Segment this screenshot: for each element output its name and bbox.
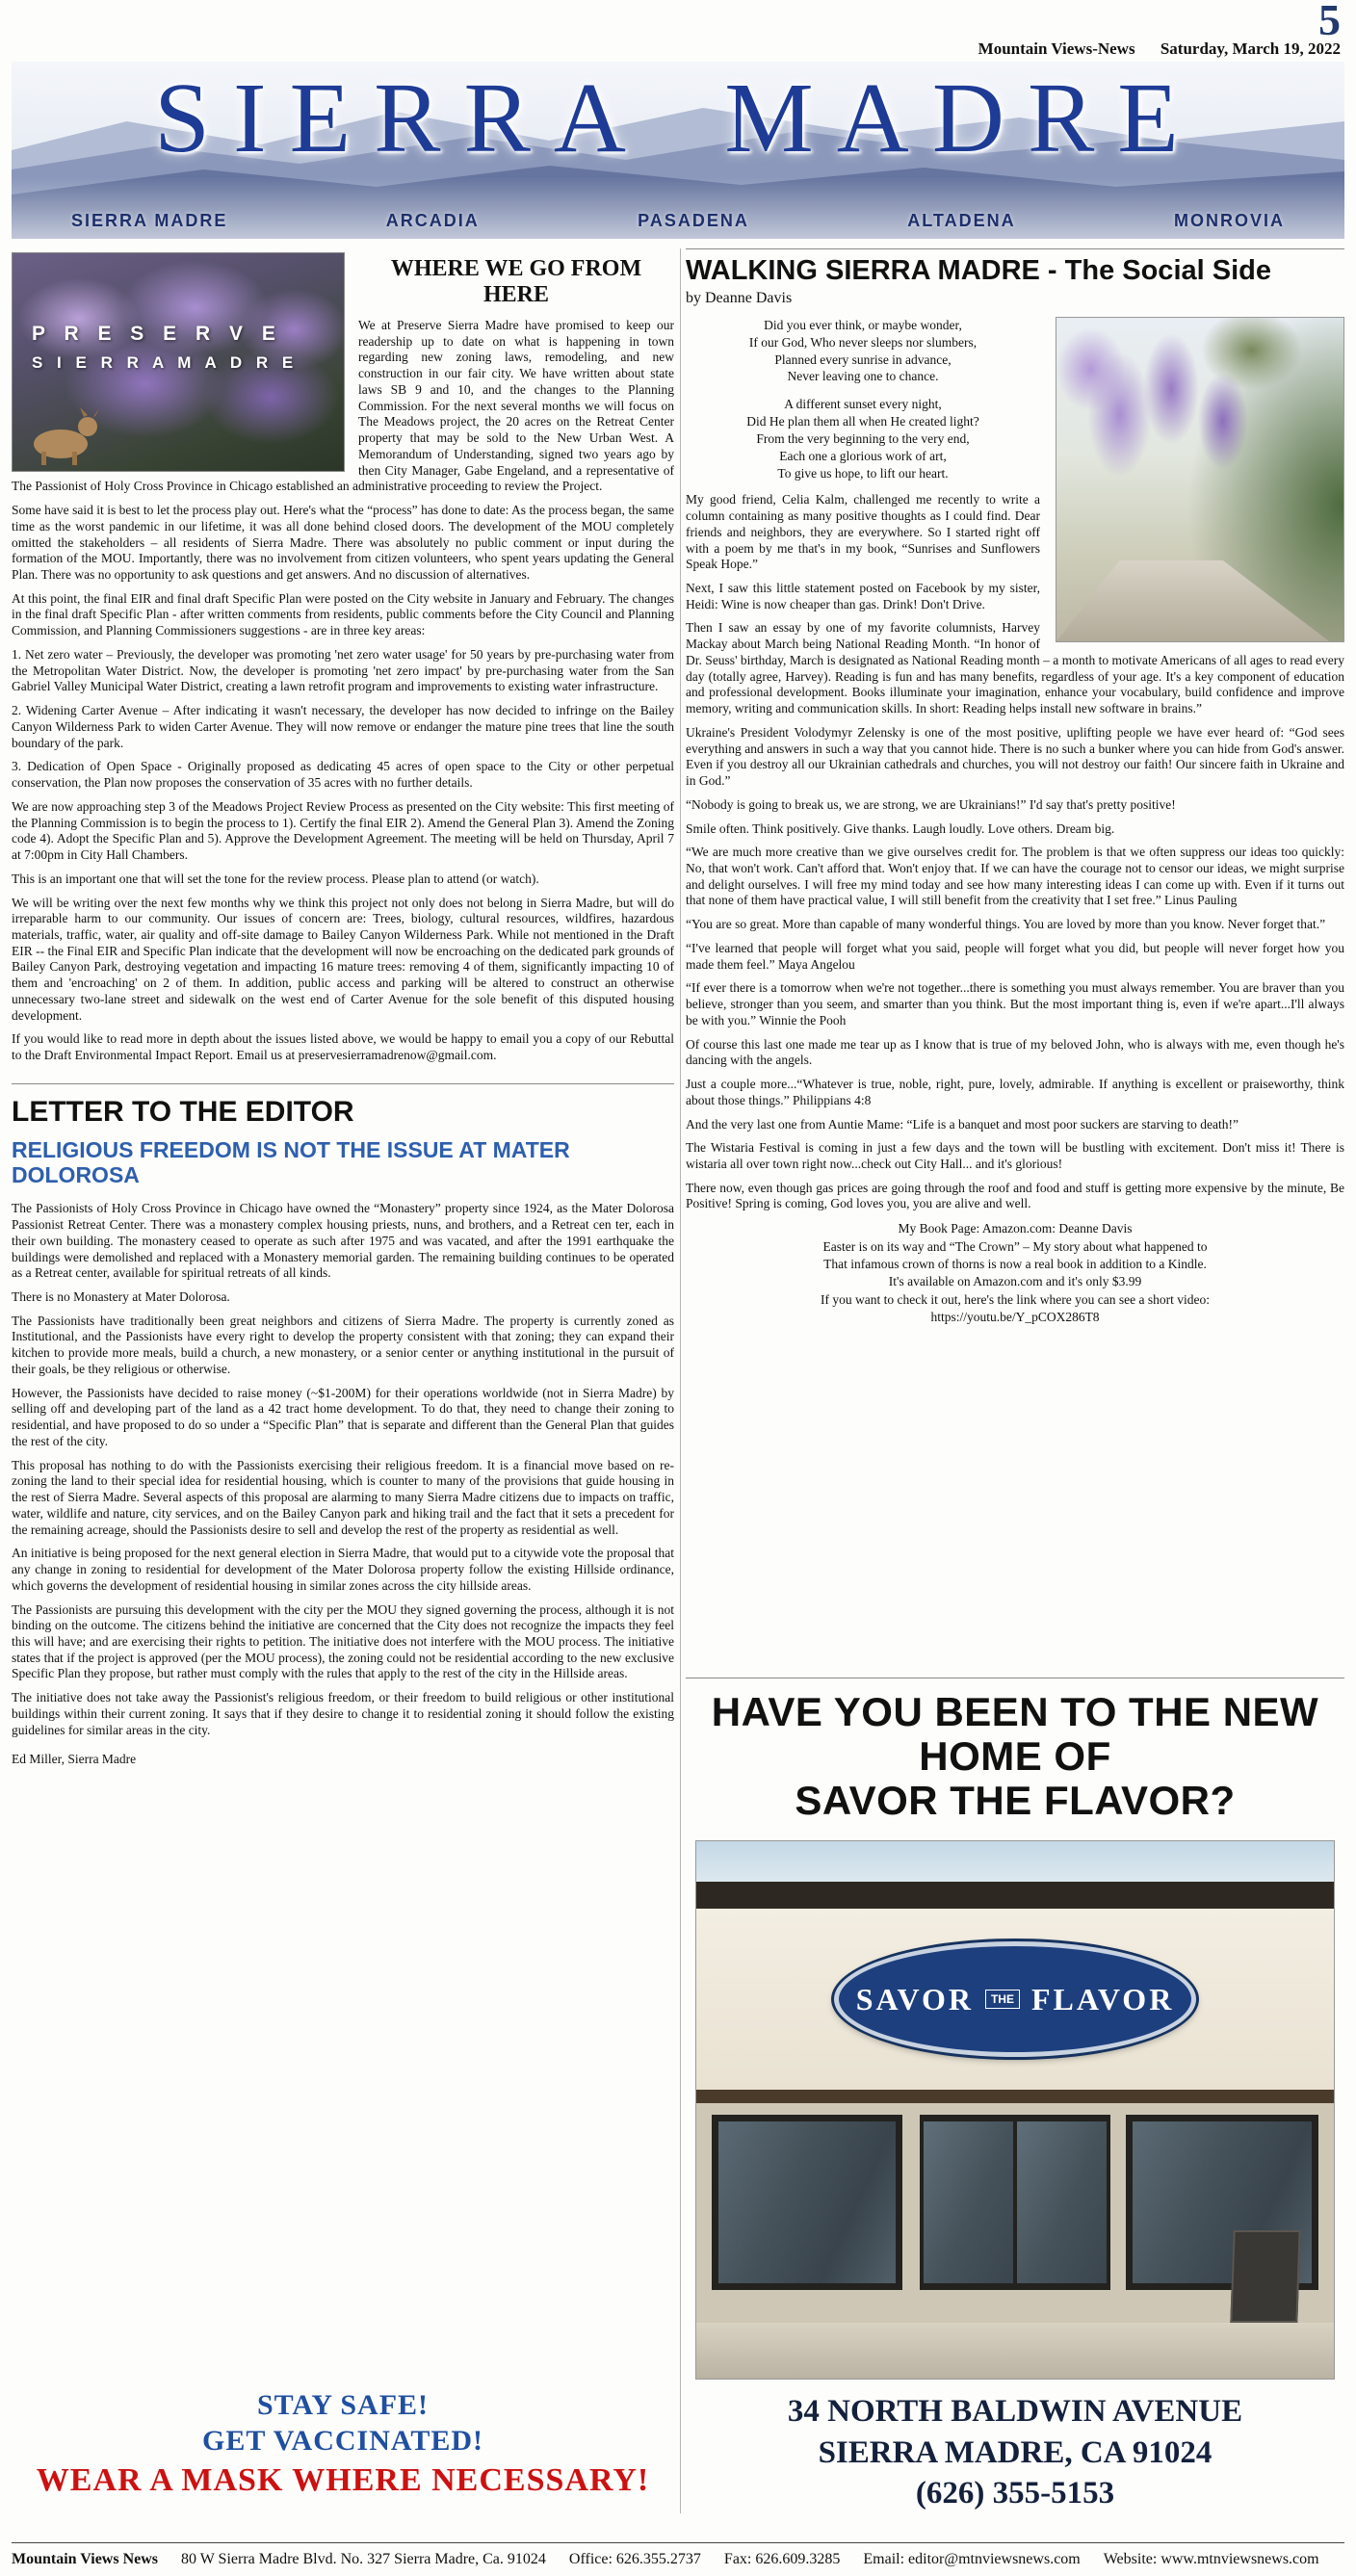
letter-to-editor — [12, 1094, 674, 1776]
footer-email: Email: editor@mtnviewsnews.com — [863, 2551, 1081, 2567]
savor-the-flavor-ad — [686, 1662, 1344, 2513]
paragraph: My good friend, Celia Kalm, challenged me recently to write a column containing as many positive thoughts as I could find. Dear friends and neighbors, they are everywhere. So I started right off with a poem by me that's in my book, “Sunrises and Sunflowers Speak Hope.” — [686, 492, 1040, 572]
left-window — [712, 2115, 902, 2290]
door-pane — [1017, 2121, 1107, 2283]
section-divider — [12, 1083, 674, 1084]
city-name: MONROVIA — [1173, 211, 1285, 230]
ad-title-line1: HAVE YOU BEEN TO THE NEW — [711, 1688, 1319, 1734]
paragraph: At this point, the final EIR and final draft Specific Plan were posted on the City website in January and February. The changes in the final draft Specific Plan - after written comments from residents, public comments before the City Council and Planning Commission, and Planning Commissioners suggestions - are in three key areas: — [12, 590, 674, 638]
paragraph: “Nobody is going to break us, we are strong, we are Ukrainians!” I'd say that's pretty positive! — [686, 796, 1176, 812]
paragraph: The Passionists are pursuing this development with the city per the MOU they signed governing the process, although it is not binding on the outcome. The citizens behind the initiative are concerned that the City does not recognize the impacts they feel this will have; and are exercising their rights to petition. The initiative does not interfere with the MOU process. The initiative states that if the project is approved (per the MOU process), the zoning could not be residential according to the new exclusive Specific Plan they propose, but rather must comply with the rules that apply to the rest of the city in the Hillside areas. — [12, 1601, 674, 1681]
left-column — [12, 248, 674, 2513]
facade-upper — [696, 1909, 1334, 2090]
sidewalk — [696, 2323, 1334, 2380]
book-line: If you want to check it out, here's the link where you can see a short video: — [821, 1291, 1210, 1307]
banner-get-vaccinated: GET VACCINATED! — [201, 2425, 484, 2458]
paragraph: We will be writing over the next few months why we think this project not only does not belong in Sierra Madre, but will do irreparable harm to our community. Our issues of concern are: Trees, biology, cultural resources, wildfires, hazardous materials, traffic, water, air quality and off-site damage to Bailey Canyon Wilderness Park. While not mentioned in the Draft EIR -- the Final EIR and Specific Plan indicate that the development will now be encroaching on the dedicated park grounds of Bailey Canyon Park, destroying vegetation and impacting 16 mature trees: removing 4 of them, significantly impacting 10 of them and 'encroaching' on 2 of them. In addition, public access and parking will be altered to construct an otherwise unnecessary two-lane street and sidewalk on the west end of Carter Avenue for the sole benefit of this disputed housing development. — [12, 895, 674, 1023]
paragraph: Some have said it is best to let the process play out. Here's what the “process” has done to date: As the process began, the same time as the worst pandemic in our lifetime, it was all done behind closed doors. The development of the MOU completely omitted the stakeholders – all residents of Sierra Madre. There was absolutely no public comment or input during the formation of the MOU. Importantly, there was no involvement from citizen volunteers, who spent years updating the General Plan. There was no opportunity to ask questions and get answers. And no discussion of alternatives. — [12, 503, 674, 583]
ad-address — [686, 2391, 1344, 2513]
sky-strip — [696, 1841, 1334, 1882]
address-line2: SIERRA MADRE, CA 91024 — [818, 2434, 1213, 2470]
preserve-label-line1: P R E S E R V E — [32, 323, 282, 345]
safety-banner — [12, 2372, 674, 2513]
paragraph: However, the Passionists have decided to raise money (~$1-200M) for their operations worldwide (not in Sierra Madre) by selling off and developing part of the land as a 42 tract home development. To do that, they need to change their zoning to residential, and have proposed to do so under a “Specific Plan” that is separate and different than the General Plan that guides the rest of the city. — [12, 1385, 674, 1448]
paragraph: “You are so great. More than capable of many wonderful things. You are loved by more than you know. Never forget that.” — [686, 917, 1326, 932]
masthead-title: SIERRA MADRE — [154, 63, 1202, 173]
storefront-windows — [696, 2103, 1334, 2323]
article-where-we-go — [12, 248, 674, 1072]
city-name: PASADENA — [638, 211, 749, 230]
poem-line: To give us hope, to lift our heart. — [777, 465, 949, 481]
book-line: That infamous crown of thorns is now a real book in addition to a Kindle. — [823, 1256, 1207, 1271]
walkway-graphic — [1056, 560, 1343, 641]
paragraph: We are now approaching step 3 of the Meadows Project Review Process as presented on the City website: This first meeting of the Planning Commission is to begin the process to 1). Certify the final EIR 2). Amend the General Plan 3). Amend the Zoning code 4). Adopt the Specific Plan and 5). Approve the Development Agreement. The meeting will be held on Thursday, April 7 at 7:00pm in City Hall Chambers. — [12, 798, 674, 863]
paragraph: Just a couple more...“Whatever is true, noble, right, pure, lovely, admirable. If anything is excellent or praiseworthy, think about those things.” Philippians 4:8 — [686, 1077, 1344, 1107]
paragraph: 1. Net zero water – Previously, the developer was promoting 'net zero water usage' for 50 years by pre-purchasing water from the Metropolitan Water District. Now, the developer is promoting 'net zero impact' by pre-purchasing water from the San Gabriel Valley Municipal Water District, creating a lawn retrofit program and improvements to existing water infrastructure. — [12, 646, 674, 694]
masthead — [12, 62, 1344, 239]
city-name: SIERRA MADRE — [71, 211, 228, 230]
sign-word-savor: SAVOR — [855, 1981, 974, 2017]
paragraph: Smile often. Think positively. Give thanks. Laugh loudly. Love others. Dream big. — [686, 820, 1115, 836]
deer-icon — [18, 405, 111, 467]
poem-line: Never leaving one to chance. — [787, 369, 939, 384]
address-line1: 34 NORTH BALDWIN AVENUE — [787, 2394, 1243, 2430]
sandwich-board-sign — [1230, 2230, 1300, 2323]
footer-office: Office: 626.355.2737 — [568, 2551, 701, 2567]
wood-beam — [696, 2090, 1334, 2103]
door-pane — [924, 2121, 1013, 2283]
city-name: ARCADIA — [385, 211, 480, 230]
paragraph: “We are much more creative than we give ourselves credit for. The problem is that we often suppress our ideas too quickly: No, that won't work. Can't afford that. Won't enjoy that. If we can have the courage not to censor our ideas, we might surprise and delight ourselves. I will free my mind today and see how many interesting ideas I can come up with. Even if it turns out that none of them have practical value, I will still benefit from the creativity that I set free.” Linus Pauling — [686, 845, 1344, 908]
roof-line — [696, 1882, 1334, 1909]
page-content — [12, 248, 1344, 2513]
article-walking-sierra-madre — [686, 248, 1344, 1326]
storefront-photo — [695, 1840, 1335, 2380]
paragraph: Next, I saw this little statement posted on Facebook by my sister, Heidi: Wine is now cheaper than gas. Drink! Don't Drive. — [686, 580, 1040, 611]
paragraph: This is an important one that will set the tone for the review process. Please plan to attend (or watch). — [12, 871, 539, 886]
paragraph: 3. Dedication of Open Space - Originally proposed as dedicating 45 acres of open space to the City or other perpetual conservation, the Plan now proposes the conservation of 35 acres with no further details. — [12, 759, 674, 791]
paragraph: Of course this last one made me tear up as I know that is true of my beloved John, who is always with me, even though he's dancing with the angels. — [686, 1036, 1344, 1068]
dateline — [957, 39, 1341, 59]
page-number: 5 — [1318, 0, 1341, 44]
paragraph: This proposal has nothing to do with the Passionists exercising their religious freedom. It is a financial move based on re-zoning the land to their special idea for residential housing, which is counter to many of the provisions that guide housing in the rest of Sierra Madre. Several aspects of this proposal are alarming to many Sierra Madre citizens due to impacts on traffic, water, wildlife and nature, city services, and on the Bailey Canyon park and hiking trail and the fact that it sets a precedent for the remaining acreage, should the Passionists desire to sell and develop the rest of the property as residential as well. — [12, 1457, 674, 1537]
paragraph: We at Preserve Sierra Madre have promised to keep our readership up to date on what is happening in town regarding new zoning laws, remodeling, and new construction in our fair city. We have written about state laws SB 9 and 10, and the changes to the Planning Commission. For the next several months we will focus on The Meadows project, the 20 acres on the Retreat Center property that may be sold to the New Urban West. A Memorandum of Understanding, signed two years ago by then City Manager, Gabe Engeland, and a representative of The Passionist of Holy Cross Province in Chicago established an administrative proceeding to review the Project. — [12, 318, 674, 494]
paragraph: The Passionists of Holy Cross Province in Chicago have owned the “Monastery” property since 1924, as the Mater Dolorosa Passionist Retreat Center. There was a monastery complex housing priests, nuns, and brothers, and a Retreat cen ter, each in their own building. The monastery ceased to operate as such after 1975 and was vacated, and after the 1991 earthquake the buildings were demolished and replaced with a Monastery memorial garden. The remaining building continues to be operated as a Retreat center, available for spiritual retreats of all kinds. — [12, 1201, 674, 1281]
preserve-sierra-madre-photo — [12, 252, 345, 472]
footer-paper-name: Mountain Views News — [12, 2551, 159, 2567]
banner-wear-mask: WEAR A MASK WHERE NECESSARY! — [36, 2461, 650, 2498]
footer-fax: Fax: 626.609.3285 — [723, 2551, 841, 2567]
paragraph: 2. Widening Carter Avenue – After indicating it wasn't necessary, the developer has now decided to infringe on the Bailey Canyon Wilderness Park to widen Carter Avenue. They will now remove or endanger the mature pine trees that line the south boundary of the park. — [12, 703, 674, 750]
top-bar — [12, 0, 1344, 62]
letter-headline: RELIGIOUS FREEDOM IS NOT THE ISSUE AT MATER DOLOROSA — [12, 1136, 570, 1187]
paragraph: There now, even though gas prices are going through the roof and food and stuff is getting more expensive by the minute, Be Positive! Spring is coming, God loves you, you are alive and well. — [686, 1180, 1344, 1211]
letter-section-title: LETTER TO THE EDITOR — [12, 1095, 354, 1128]
preserve-photo-label — [32, 323, 298, 373]
paragraph: And the very last one from Auntie Mame: “Life is a banquet and most poor suckers are starving to death!” — [686, 1116, 1239, 1132]
book-line: Easter is on its way and “The Crown” – My story about what happened to — [822, 1238, 1208, 1254]
banner-stay-safe: STAY SAFE! — [256, 2388, 430, 2421]
column-divider — [680, 248, 681, 2513]
poem-line: If our God, Who never sleeps nor slumbers, — [748, 334, 978, 350]
paragraph: “If ever there is a tomorrow when we're not together...there is something you must always remember. You are braver than you believe, stronger than you seem, and smarter than you think. But the most important thing is, even if we're apart...I'll always be with you.” Winnie the Pooh — [686, 980, 1344, 1028]
walking-byline: by Deanne Davis — [686, 290, 793, 306]
poem-line: A different sunset every night, — [784, 397, 942, 412]
letter-signature: Ed Miller, Sierra Madre — [12, 1752, 137, 1767]
savor-the-flavor-sign — [834, 1941, 1196, 2057]
masthead-cities — [12, 211, 1344, 231]
book-line: It's available on Amazon.com and it's only $3.99 — [888, 1274, 1142, 1289]
entry-door — [920, 2115, 1110, 2290]
footer-address: 80 W Sierra Madre Blvd. No. 327 Sierra Madre, Ca. 91024 — [181, 2551, 546, 2567]
paragraph: An initiative is being proposed for the next general election in Sierra Madre, that would put to a citywide vote the proposal that any change in zoning to residential for development of the Mater Dolorosa property follow the existing Hillside ordinance, which governs the development of residential housing in similar zones across the city hillside areas. — [12, 1546, 674, 1593]
wisteria-photo — [1056, 317, 1344, 642]
poem-line: Did He plan them all when He created light? — [746, 414, 979, 429]
paragraph: “I've learned that people will forget what you said, people will forget what you did, but people will never forget how you made them feel.” Maya Angelou — [686, 940, 1344, 972]
preserve-label-line2: S I E R R A M A D R E — [32, 353, 299, 372]
sign-word-flavor: FLAVOR — [1030, 1981, 1175, 2017]
paper-name: Mountain Views-News — [978, 39, 1135, 58]
paragraph: The Wistaria Festival is coming in just a few days and the town will be bustling with excitement. Don't miss it! There is wistaria all over town right now...check out City Hall... and it's glorious! — [686, 1140, 1344, 1172]
sign-word-the: THE — [985, 1990, 1020, 2009]
ad-title — [686, 1690, 1344, 1824]
issue-date: Saturday, March 19, 2022 — [1160, 39, 1341, 58]
book-line: My Book Page: Amazon.com: Deanne Davis — [898, 1221, 1133, 1236]
poem-line: Each one a glorious work of art, — [779, 448, 947, 463]
footer-website: Website: www.mtnviewsnews.com — [1103, 2551, 1319, 2567]
poem-line: Planned every sunrise in advance, — [774, 351, 952, 367]
book-page-block — [686, 1220, 1344, 1326]
letter-body — [12, 1201, 674, 1738]
page-footer — [12, 2542, 1344, 2568]
poem-line: From the very beginning to the very end, — [756, 430, 970, 446]
paragraph: Then I saw an essay by one of my favorite columnists, Harvey Mackay about March being National Reading Month. “In honor of Dr. Seuss' birthday, March is designated as National Reading month – a month to motivate Americans of all ages to read every day (totally agree, Harvey). Reading is fun and has many benefits, regardless of your age. It's a key component of education and professional development. Books illuminate your imagination, enhance your vocabulary, build confidence and improve memory, writing and communication skills. In short: Reading helps install new software in brains.” — [686, 620, 1344, 716]
address-line3: (626) 355-5153 — [915, 2475, 1115, 2511]
paragraph: If you would like to read more in depth about the issues listed above, we would be happy to email you a copy of our Rebuttal to the Draft Environmental Impact Report. Email us at preservesierramadrenow@gmail.com. — [12, 1031, 674, 1063]
paragraph: The initiative does not take away the Passionist's religious freedom, or their freedom to build religious or other institutional buildings within their current zoning. It says that if they desire to change it to residential zoning it should follow the existing guidelines for similar areas in the city. — [12, 1690, 674, 1737]
right-column — [686, 248, 1344, 2513]
walking-title: WALKING SIERRA MADRE - The Social Side — [686, 255, 1271, 286]
paragraph: Ukraine's President Volodymyr Zelensky is one of the most positive, uplifting people we have ever heard of: “God sees everything and answers in such a way that you cannot hide. There is no such a bunker where you can hide from God's answer. Even if you destroy all our Ukrainian cathedrals and churches, you will not destroy our faith! Our sincere faith in Ukraine and in God.” — [686, 724, 1344, 789]
poem-line: Did you ever think, or maybe wonder, — [764, 318, 962, 332]
ad-title-line3: SAVOR THE FLAVOR? — [795, 1778, 1236, 1824]
article1-title: WHERE WE GO FROM HERE — [390, 256, 642, 307]
paragraph: There is no Monastery at Mater Dolorosa. — [12, 1289, 230, 1305]
paragraph: The Passionists have traditionally been great neighbors and citizens of Sierra Madre. The property is currently zoned as Institutional, and the Passionists have every right to develop the property consistent with that zoning; they can expand their kitchen to provide more meals, build a church, a new monastery, or a senior center or anything institutional in the pursuit of their goals, be they religious or otherwise. — [12, 1313, 674, 1376]
ad-title-line2: HOME OF — [919, 1732, 1111, 1779]
city-name: ALTADENA — [907, 211, 1016, 230]
book-line: https://youtu.be/Y_pCOX286T8 — [930, 1310, 1100, 1325]
